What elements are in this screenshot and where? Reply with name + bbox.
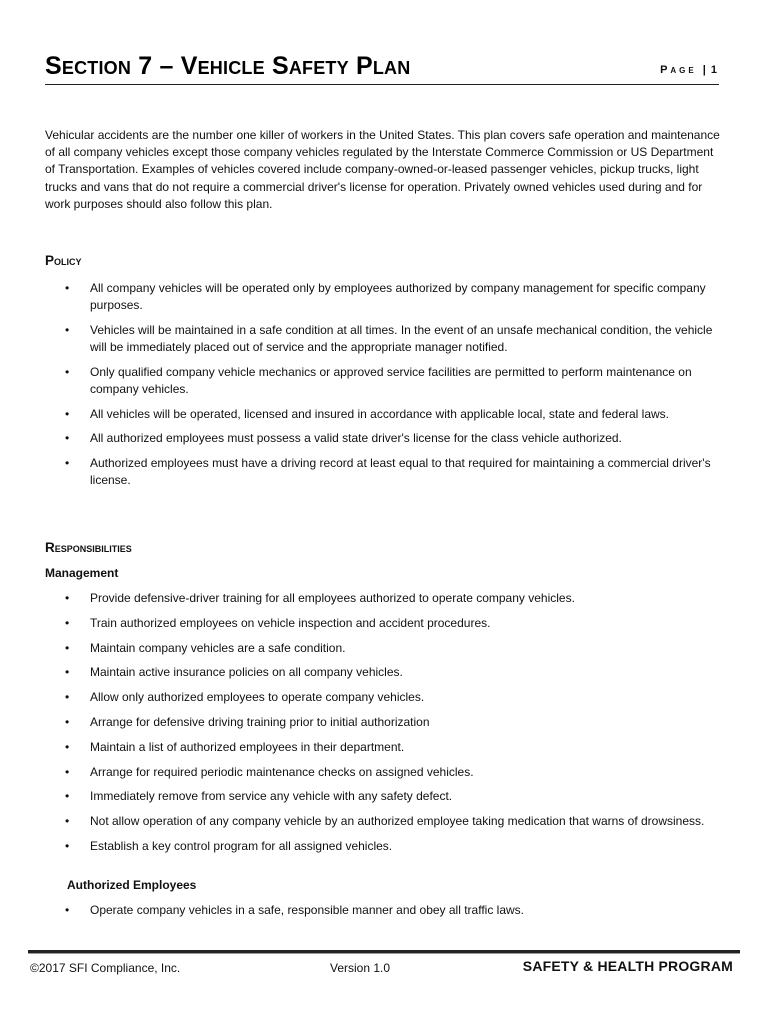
list-item: [45, 739, 725, 756]
page-number: 1: [710, 64, 717, 76]
bullet-icon: •: [65, 838, 70, 853]
list-item-text: Allow only authorized employees to operate company vehicles.: [90, 690, 425, 705]
list-item-text: Only qualified company vehicle mechanics or approved service facilities are permitted to perform maintenance on company vehicles.: [90, 364, 692, 397]
list-item: [45, 714, 725, 731]
list-item-text: Arrange for required periodic maintenance checks on assigned vehicles.: [90, 764, 474, 779]
list-item: [45, 406, 725, 423]
bullet-icon: •: [65, 640, 70, 655]
list-item-text: All authorized employees must possess a valid state driver's license for the class vehicle authorized.: [90, 431, 622, 446]
bullet-icon: •: [65, 322, 70, 337]
footer-version: Version 1.0: [330, 961, 391, 975]
bullet-icon: •: [65, 281, 70, 295]
intro-paragraph: Vehicular accidents are the number one killer of workers in the United States. This plan covers safe operation and maintenance of all company vehicles except those company vehicles regulated by the Interstate Commerce Commission or US Department of Transportation. Examples of vehicles covered include company-owned-or-leased passenger vehicles, pickup trucks, light trucks and vans that do not require a commercial driver's license for operation. Privately owned vehicles used during and for work purposes should also follow this plan.: [45, 128, 720, 211]
bullet-icon: •: [65, 814, 70, 829]
responsibilities-heading: Responsibilities: [45, 540, 132, 555]
list-item: [45, 615, 725, 632]
page-header: [45, 52, 719, 85]
management-subheading: Management: [45, 566, 119, 580]
list-item: [45, 640, 725, 657]
bullet-icon: •: [65, 903, 70, 917]
bullet-icon: •: [65, 431, 70, 446]
bullet-icon: •: [65, 739, 70, 754]
bullet-icon: •: [65, 789, 70, 804]
policy-heading: Policy: [45, 253, 82, 268]
list-item-text: All company vehicles will be operated only by employees authorized by company management for specific company purposes.: [90, 281, 706, 313]
policy-list: [45, 280, 725, 497]
list-item: [45, 455, 725, 489]
list-item-text: Operate company vehicles in a safe, responsible manner and obey all traffic laws.: [90, 903, 525, 917]
list-item: [45, 902, 725, 919]
page-label: Page |: [660, 64, 709, 76]
employees-list: [45, 902, 725, 927]
bullet-icon: •: [65, 364, 70, 379]
list-item: [45, 430, 725, 447]
list-item-text: Provide defensive-driver training for all employees authorized to operate company vehicles.: [90, 591, 575, 605]
list-item-text: Maintain company vehicles are a safe condition.: [90, 640, 346, 655]
list-item: [45, 590, 725, 607]
bullet-icon: •: [65, 591, 70, 605]
management-list: [45, 590, 725, 863]
list-item-text: Train authorized employees on vehicle inspection and accident procedures.: [90, 615, 491, 630]
list-item-text: Vehicles will be maintained in a safe condition at all times. In the event of an unsafe mechanical condition, the vehicle will be immediately placed out of service and the appropriate manager notified.: [90, 322, 713, 355]
section-title: Section 7 – Vehicle Safety Plan: [45, 52, 411, 80]
list-item: [45, 280, 725, 314]
footer-copyright: ©2017 SFI Compliance, Inc.: [30, 961, 181, 975]
list-item: [45, 764, 725, 781]
bullet-icon: •: [65, 406, 70, 421]
bullet-icon: •: [65, 456, 70, 471]
bullet-icon: •: [65, 615, 70, 630]
list-item-text: Maintain a list of authorized employees in their department.: [90, 739, 405, 754]
list-item: [45, 322, 725, 356]
list-item-text: Immediately remove from service any vehicle with any safety defect.: [90, 789, 453, 804]
list-item: [45, 664, 725, 681]
list-item-text: Authorized employees must have a driving record at least equal to that required for maintaining a commercial driver's license.: [90, 456, 711, 488]
bullet-icon: •: [65, 714, 70, 729]
list-item-text: Establish a key control program for all assigned vehicles.: [90, 838, 393, 853]
list-item-text: Not allow operation of any company vehicle by an authorized employee taking medication that warns of drowsiness.: [90, 814, 705, 829]
authorized-employees-subheading: Authorized Employees: [67, 878, 197, 892]
bullet-icon: •: [65, 764, 70, 779]
list-item: [45, 364, 725, 398]
bullet-icon: •: [65, 690, 70, 705]
list-item-text: Arrange for defensive driving training prior to initial authorization: [90, 714, 430, 729]
list-item-text: All vehicles will be operated, licensed and insured in accordance with applicable local, state and federal laws.: [90, 406, 669, 421]
list-item: [45, 813, 725, 830]
list-item: [45, 788, 725, 805]
bullet-icon: •: [65, 665, 70, 680]
list-item: [45, 838, 725, 855]
footer-divider: [28, 950, 740, 954]
page-indicator: [660, 64, 717, 76]
footer-program-name: SAFETY & HEALTH PROGRAM: [522, 958, 733, 974]
list-item: [45, 689, 725, 706]
list-item-text: Maintain active insurance policies on all company vehicles.: [90, 665, 403, 680]
